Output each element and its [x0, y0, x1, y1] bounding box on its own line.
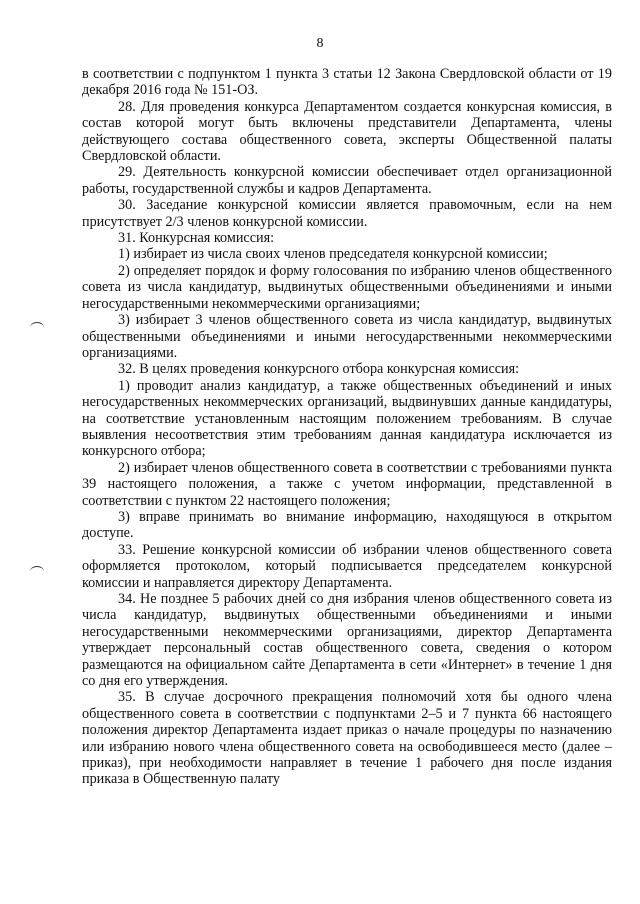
page-number: 8 — [316, 36, 324, 51]
paragraph-32: 32. В целях проведения конкурсного отбора конкурсная комиссия: — [118, 361, 520, 378]
scan-edge-mark — [30, 322, 44, 333]
paragraph-32-item-2: 2) избирает членов общественного совета в соответствии с требованиями пункта 39 настоящего положения, а также с учетом информации, представленной в соответствии с пунктом 22 настоящего положения; — [82, 459, 612, 509]
scan-edge-mark — [30, 566, 44, 577]
paragraph-31: 31. Конкурсная комиссия: — [118, 230, 275, 247]
paragraph-31-item-3: 3) избирает 3 членов общественного совета из числа кандидатур, выдвинутых общественными объединениями и иными негосударственными некоммерческими организациями. — [82, 312, 612, 361]
paragraph-28: 28. Для проведения конкурса Департаментом создается конкурсная комиссия, в состав которой могут быть включены представители Департамента, члены действующего состава общественного совета, эксперты Общественной палаты Свердловской области. — [82, 98, 612, 165]
paragraph-32-item-3: 3) вправе принимать во внимание информацию, находящуюся в открытом доступе. — [82, 508, 612, 542]
paragraph-30: 30. Заседание конкурсной комиссии является правомочным, если на нем присутствует 2/3 членов конкурсной комиссии. — [82, 197, 612, 230]
paragraph-31-item-2: 2) определяет порядок и форму голосования по избранию членов общественного совета из числа кандидатур, выдвинутых общественными объединениями и иными негосударственными некоммерческими организациями; — [82, 262, 612, 312]
paragraph-32-item-1: 1) проводит анализ кандидатур, а также общественных объединений и иных негосударственных некоммерческих организаций, выдвинувших данные кандидатуры, на соответствие установленным настоящим положением требованиям. В случае выявления несоответствия этим требованиям данная кандидатура исключается из конкурсного отбора; — [82, 377, 612, 460]
paragraph-33: 33. Решение конкурсной комиссии об избрании членов общественного совета оформляется протоколом, который подписывается председателем конкурсной комиссии и направляется директору Департамента. — [82, 541, 612, 591]
paragraph-continuation: в соответствии с подпунктом 1 пункта 3 статьи 12 Закона Свердловской области от 19 декабря 2016 года № 151-ОЗ. — [82, 66, 612, 99]
paragraph-31-item-1: 1) избирает из числа своих членов председателя конкурсной комиссии; — [118, 246, 548, 263]
paragraph-29: 29. Деятельность конкурсной комиссии обеспечивает отдел организационной работы, государственной службы и кадров Департамента. — [82, 164, 612, 197]
document-body — [82, 66, 612, 788]
paragraph-34: 34. Не позднее 5 рабочих дней со дня избрания членов общественного совета из числа кандидатур, выдвинутых общественными объединениями и иными негосударственными некоммерческими организациями, директор Департамента утверждает персональный состав общественного совета, сведения о котором размещаются на официальном сайте Департамента в сети «Интернет» в течение 1 дня со дня его утверждения. — [82, 591, 612, 690]
paragraph-35: 35. В случае досрочного прекращения полномочий хотя бы одного члена общественного совета в соответствии с подпунктами 2–5 и 7 пункта 66 настоящего положения директор Департамента издает приказ о начале процедуры по назначению или избранию нового члена общественного совета на освободившееся место (далее – приказ), при необходимости направляет в течение 1 рабочего дня после издания приказа в Общественную палату — [82, 689, 612, 788]
